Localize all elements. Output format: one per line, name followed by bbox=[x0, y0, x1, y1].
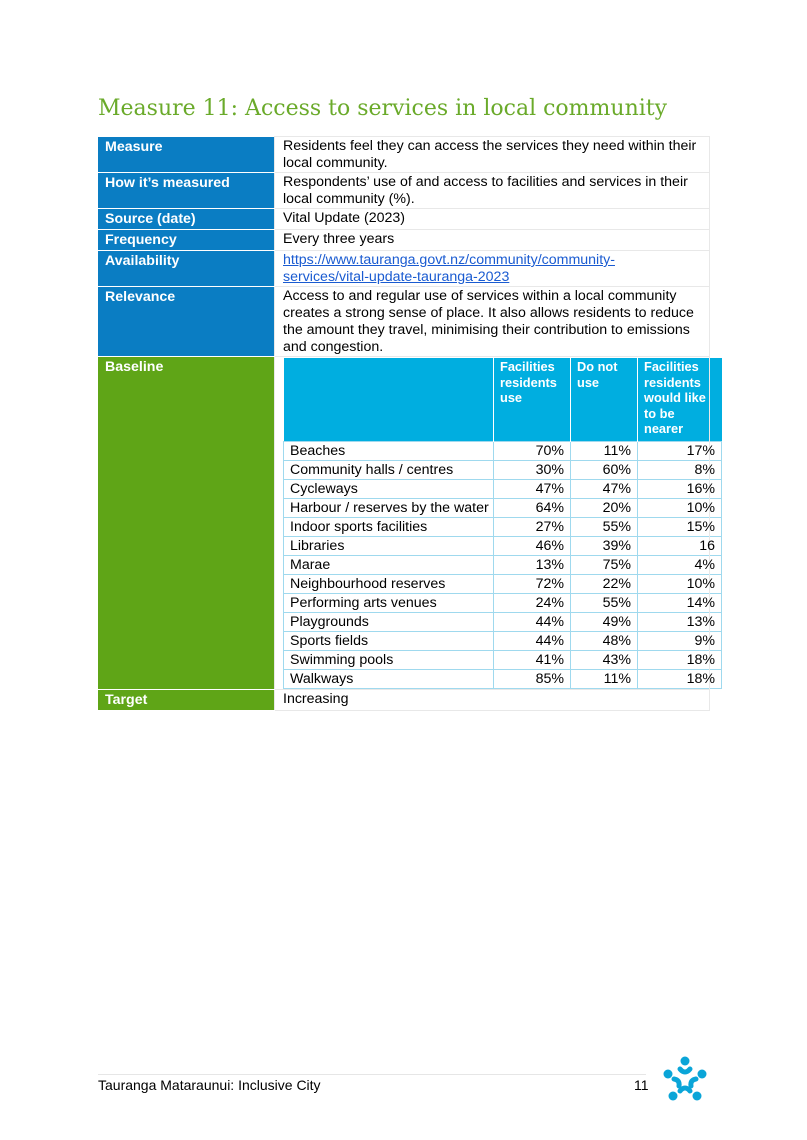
measure-row bbox=[98, 137, 710, 173]
baseline-table bbox=[283, 358, 722, 689]
measure-row bbox=[98, 230, 710, 251]
table-row bbox=[284, 441, 722, 460]
facility-name: Libraries bbox=[284, 536, 494, 555]
facility-name: Indoor sports facilities bbox=[284, 517, 494, 536]
table-row bbox=[284, 631, 722, 650]
use-value: 72% bbox=[494, 574, 571, 593]
use-value: 44% bbox=[494, 612, 571, 631]
measure-row bbox=[98, 209, 710, 230]
nearer-value: 18% bbox=[638, 650, 722, 669]
table-row bbox=[284, 536, 722, 555]
table-row bbox=[284, 574, 722, 593]
nearer-value: 4% bbox=[638, 555, 722, 574]
row-value-how-measured: Respondents’ use of and access to facilities and services in their local community (%). bbox=[275, 173, 710, 209]
facility-name: Performing arts venues bbox=[284, 593, 494, 612]
use-value: 30% bbox=[494, 460, 571, 479]
table-row bbox=[284, 517, 722, 536]
use-value: 41% bbox=[494, 650, 571, 669]
table-row bbox=[284, 460, 722, 479]
nearer-value: 18% bbox=[638, 669, 722, 688]
use-value: 70% bbox=[494, 441, 571, 460]
nearer-value: 14% bbox=[638, 593, 722, 612]
row-value-target: Increasing bbox=[275, 689, 710, 710]
row-label-frequency: Frequency bbox=[98, 230, 275, 251]
facility-name: Swimming pools bbox=[284, 650, 494, 669]
not-use-value: 55% bbox=[571, 517, 638, 536]
not-use-value: 47% bbox=[571, 479, 638, 498]
facility-name: Harbour / reserves by the water bbox=[284, 498, 494, 517]
nearer-value: 13% bbox=[638, 612, 722, 631]
measure-row bbox=[98, 357, 710, 690]
measure-row bbox=[98, 251, 710, 287]
row-value-relevance: Access to and regular use of services within a local community creates a strong sense of place. It also allows residents to reduce the amount they travel, minimising their contribution to emissions and congestion. bbox=[275, 287, 710, 357]
not-use-value: 60% bbox=[571, 460, 638, 479]
use-value: 64% bbox=[494, 498, 571, 517]
use-value: 46% bbox=[494, 536, 571, 555]
footer-text: Tauranga Mataraunui: Inclusive City bbox=[98, 1077, 321, 1093]
row-value-measure: Residents feel they can access the services they need within their local community. bbox=[275, 137, 710, 173]
nearer-value: 15% bbox=[638, 517, 722, 536]
use-value: 85% bbox=[494, 669, 571, 688]
row-label-target: Target bbox=[98, 689, 275, 710]
not-use-value: 75% bbox=[571, 555, 638, 574]
table-row bbox=[284, 650, 722, 669]
availability-link-line2: services/vital-update-tauranga-2023 bbox=[283, 269, 510, 285]
table-row bbox=[284, 669, 722, 688]
measure-row bbox=[98, 287, 710, 357]
not-use-value: 39% bbox=[571, 536, 638, 555]
measure-row bbox=[98, 689, 710, 710]
use-value: 27% bbox=[494, 517, 571, 536]
row-value-baseline bbox=[275, 357, 715, 690]
not-use-value: 43% bbox=[571, 650, 638, 669]
facility-name: Beaches bbox=[284, 441, 494, 460]
not-use-value: 11% bbox=[571, 441, 638, 460]
table-row bbox=[284, 555, 722, 574]
use-value: 24% bbox=[494, 593, 571, 612]
not-use-value: 55% bbox=[571, 593, 638, 612]
use-value: 47% bbox=[494, 479, 571, 498]
not-use-value: 48% bbox=[571, 631, 638, 650]
availability-link[interactable] bbox=[283, 252, 615, 285]
footer-divider bbox=[98, 1074, 646, 1075]
facility-name: Playgrounds bbox=[284, 612, 494, 631]
not-use-value: 49% bbox=[571, 612, 638, 631]
row-value-availability bbox=[275, 251, 710, 287]
facility-name: Sports fields bbox=[284, 631, 494, 650]
row-value-frequency: Every three years bbox=[275, 230, 710, 251]
row-label-availability: Availability bbox=[98, 251, 275, 287]
nearer-value: 16 bbox=[638, 536, 722, 555]
baseline-header-facility bbox=[284, 358, 494, 441]
table-row bbox=[284, 612, 722, 631]
nearer-value: 8% bbox=[638, 460, 722, 479]
facility-name: Neighbourhood reserves bbox=[284, 574, 494, 593]
baseline-header-not-use: Do not use bbox=[571, 358, 638, 441]
use-value: 44% bbox=[494, 631, 571, 650]
row-label-relevance: Relevance bbox=[98, 287, 275, 357]
nearer-value: 16% bbox=[638, 479, 722, 498]
use-value: 13% bbox=[494, 555, 571, 574]
table-row bbox=[284, 479, 722, 498]
row-value-source: Vital Update (2023) bbox=[275, 209, 710, 230]
nearer-value: 10% bbox=[638, 574, 722, 593]
not-use-value: 22% bbox=[571, 574, 638, 593]
city-logo-icon bbox=[660, 1055, 710, 1105]
baseline-header-nearer: Facilities residents would like to be nearer bbox=[638, 358, 722, 441]
baseline-header-row bbox=[284, 358, 722, 441]
row-label-measure: Measure bbox=[98, 137, 275, 173]
table-row bbox=[284, 498, 722, 517]
not-use-value: 11% bbox=[571, 669, 638, 688]
facility-name: Marae bbox=[284, 555, 494, 574]
page-number: 11 bbox=[634, 1077, 649, 1093]
nearer-value: 9% bbox=[638, 631, 722, 650]
page-title: Measure 11: Access to services in local community bbox=[98, 96, 668, 121]
not-use-value: 20% bbox=[571, 498, 638, 517]
facility-name: Walkways bbox=[284, 669, 494, 688]
row-label-how-measured: How it’s measured bbox=[98, 173, 275, 209]
row-label-baseline: Baseline bbox=[98, 357, 275, 690]
nearer-value: 10% bbox=[638, 498, 722, 517]
availability-link-line1: https://www.tauranga.govt.nz/community/community- bbox=[283, 252, 615, 268]
row-label-source: Source (date) bbox=[98, 209, 275, 230]
nearer-value: 17% bbox=[638, 441, 722, 460]
table-row bbox=[284, 593, 722, 612]
facility-name: Cycleways bbox=[284, 479, 494, 498]
measure-table bbox=[98, 136, 715, 711]
measure-row bbox=[98, 173, 710, 209]
facility-name: Community halls / centres bbox=[284, 460, 494, 479]
baseline-header-use: Facilities residents use bbox=[494, 358, 571, 441]
